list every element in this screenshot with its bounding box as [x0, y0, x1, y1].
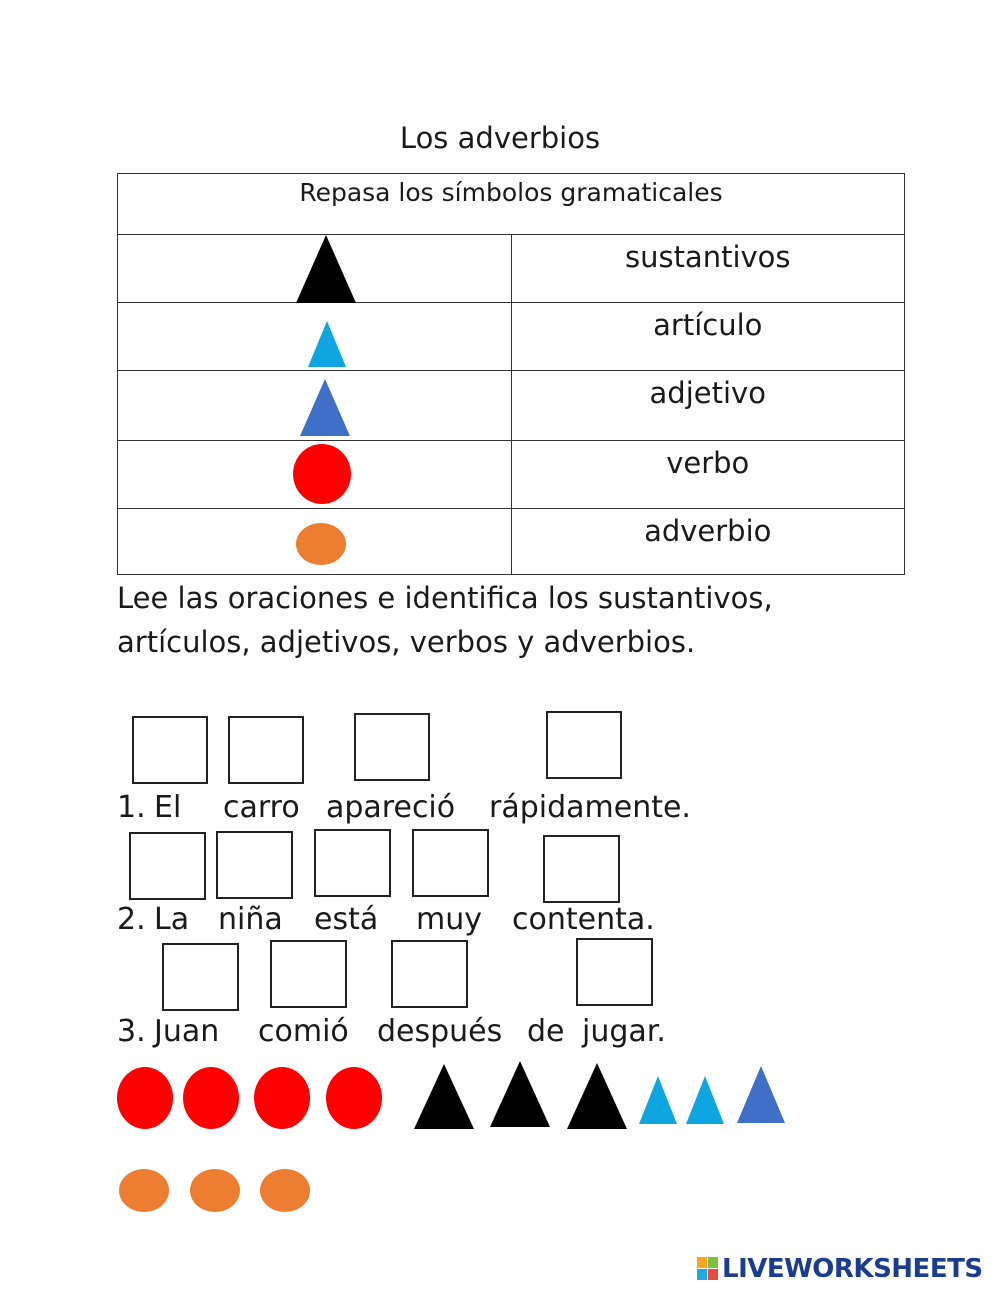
label-verbo: verbo	[511, 441, 905, 509]
red-circle-token[interactable]	[326, 1067, 382, 1129]
symbol-cell	[118, 371, 512, 441]
sentence-word: La	[154, 902, 190, 937]
label-adverbio: adverbio	[511, 509, 905, 575]
sentence-2	[117, 900, 817, 940]
sentence-word: apareció	[326, 790, 456, 825]
table-header: Repasa los símbolos gramaticales	[118, 174, 905, 235]
answer-box[interactable]	[546, 711, 622, 779]
sentence-word: contenta.	[512, 902, 655, 937]
sentence-3	[117, 1012, 817, 1052]
answer-box[interactable]	[576, 938, 653, 1006]
sentence-1	[117, 788, 817, 828]
label-sustantivos: sustantivos	[511, 235, 905, 303]
answer-box[interactable]	[216, 831, 293, 899]
symbol-cell	[118, 303, 512, 371]
sentence-word: El	[154, 790, 182, 825]
liveworksheets-logo	[697, 1254, 983, 1284]
page-title: Los adverbios	[399, 121, 601, 155]
symbol-cell	[118, 235, 512, 303]
sentence-word: de	[527, 1014, 565, 1049]
answer-box[interactable]	[412, 829, 489, 897]
answer-box[interactable]	[314, 829, 391, 897]
red-circle-token[interactable]	[117, 1067, 173, 1129]
answer-box[interactable]	[391, 940, 468, 1008]
sentence-word: Juan	[154, 1014, 220, 1049]
orange-circle-token[interactable]	[190, 1169, 240, 1212]
sentence-word: está	[314, 902, 379, 937]
light-blue-triangle-token[interactable]	[639, 1076, 677, 1124]
sentence-word: rápidamente.	[489, 790, 691, 825]
answer-box[interactable]	[354, 713, 430, 781]
blue-triangle-token[interactable]	[737, 1066, 785, 1123]
sentence-word: carro	[223, 790, 300, 825]
orange-circle-icon	[296, 523, 346, 565]
sentence-word: jugar.	[582, 1014, 666, 1049]
light-blue-triangle-icon	[308, 321, 346, 367]
answer-box[interactable]	[228, 716, 304, 784]
sentence-number: 1.	[117, 790, 146, 825]
symbol-cell	[118, 441, 512, 509]
instructions-line-1: Lee las oraciones e identifica los sustantivos,	[117, 581, 773, 615]
sentence-number: 2.	[117, 902, 146, 937]
red-circle-icon	[293, 444, 351, 504]
sentence-word: muy	[416, 902, 482, 937]
orange-circle-token[interactable]	[119, 1169, 169, 1212]
symbol-cell	[118, 509, 512, 575]
blue-triangle-icon	[300, 379, 350, 436]
sentence-word: después	[377, 1014, 503, 1049]
red-circle-token[interactable]	[183, 1067, 239, 1129]
answer-box[interactable]	[129, 832, 206, 900]
symbols-table	[117, 173, 905, 575]
sentence-word: comió	[258, 1014, 349, 1049]
answer-box[interactable]	[270, 940, 347, 1008]
label-articulo: artículo	[511, 303, 905, 371]
light-blue-triangle-token[interactable]	[686, 1076, 724, 1124]
red-circle-token[interactable]	[254, 1067, 310, 1129]
instructions-line-2: artículos, adjetivos, verbos y adverbios.	[117, 625, 696, 659]
label-adjetivo: adjetivo	[511, 371, 905, 441]
sentence-number: 3.	[117, 1014, 146, 1049]
answer-box[interactable]	[162, 943, 239, 1011]
black-triangle-token[interactable]	[414, 1064, 474, 1129]
black-triangle-token[interactable]	[567, 1063, 627, 1129]
orange-circle-token[interactable]	[260, 1169, 310, 1212]
black-triangle-icon	[296, 235, 356, 303]
liveworksheets-logo-icon	[697, 1257, 719, 1281]
answer-box[interactable]	[543, 835, 620, 903]
sentence-word: niña	[218, 902, 283, 937]
black-triangle-token[interactable]	[490, 1061, 550, 1127]
answer-box[interactable]	[132, 716, 208, 784]
brand-name: LIVEWORKSHEETS	[722, 1254, 983, 1284]
